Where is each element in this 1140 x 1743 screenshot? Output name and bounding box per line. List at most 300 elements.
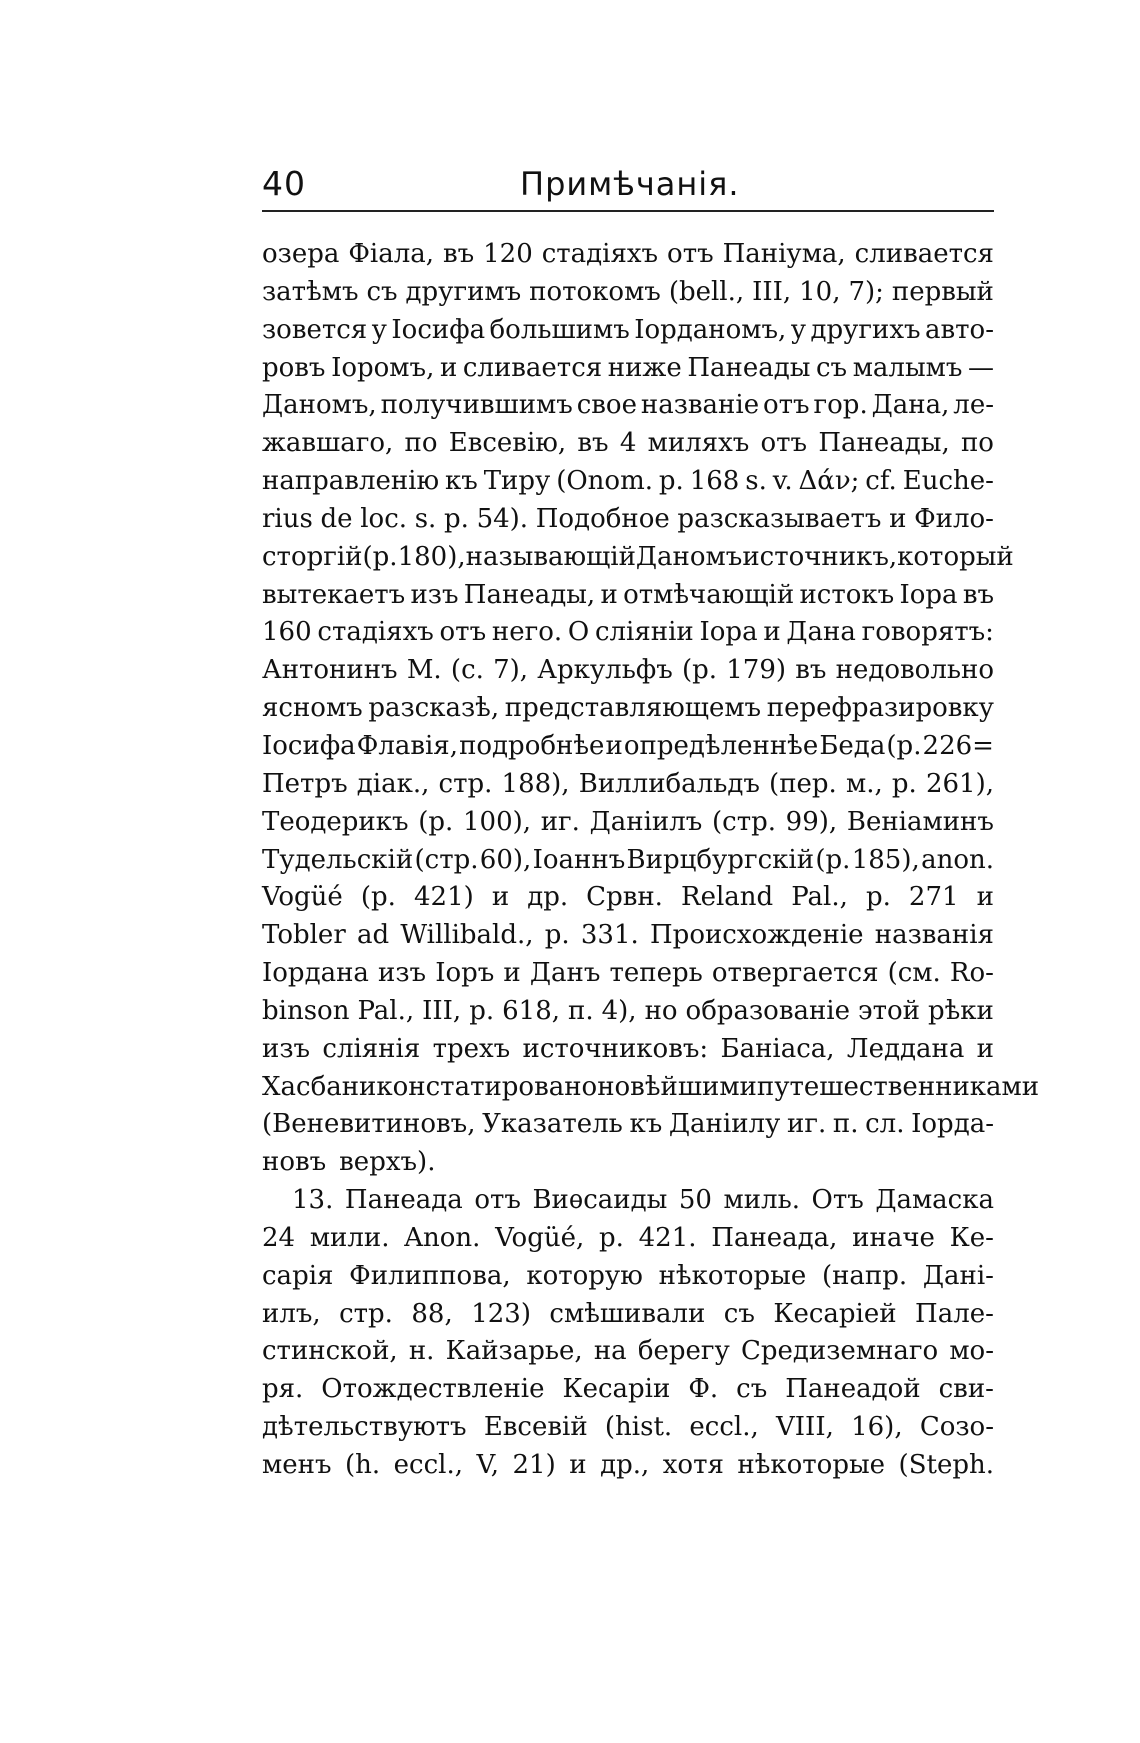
word: но (644, 995, 678, 1026)
word: направленію (262, 466, 440, 497)
word: теперь (609, 958, 703, 989)
word: 226= (922, 730, 994, 761)
word: образованіе (685, 995, 851, 1026)
word: Отождествленіе (321, 1374, 545, 1405)
word: V, (476, 1450, 499, 1480)
text-line (262, 1258, 994, 1296)
word: на (593, 1336, 627, 1367)
word: М. (406, 655, 442, 686)
text-line (262, 1409, 994, 1447)
text-line (262, 917, 994, 955)
word: Даніилъ (589, 806, 703, 837)
text-line (262, 614, 994, 652)
word: опредѣленнѣе (623, 730, 819, 761)
word: 13. (292, 1185, 334, 1216)
word: съ (366, 276, 398, 307)
word: стр. (339, 1298, 393, 1329)
word: s. (414, 503, 437, 534)
word: п. (568, 995, 594, 1026)
word: новъ (262, 1147, 327, 1178)
word: др. (527, 882, 569, 913)
notes-text-body (262, 236, 1040, 1485)
text-line (262, 501, 994, 539)
word: 4), (601, 995, 637, 1026)
word: 261), (925, 768, 994, 799)
text-line (262, 312, 994, 350)
word: Петръ (262, 768, 348, 799)
header-rule (262, 210, 994, 212)
word: Леддана (846, 1033, 965, 1064)
word: Отъ (811, 1185, 864, 1216)
word: названіе (640, 390, 760, 421)
word: Ro- (949, 958, 994, 989)
word: Кесаріи (562, 1374, 671, 1405)
word: ad (356, 920, 390, 951)
word: (стр. (711, 806, 776, 837)
text-line (262, 955, 994, 993)
word: 60), (479, 844, 532, 875)
word: Даніилу (668, 1109, 781, 1140)
word: по (404, 428, 438, 459)
word: нѣкоторые (737, 1450, 886, 1480)
word: сл. (865, 1109, 905, 1140)
word: (p. (815, 844, 851, 875)
word: Euche- (902, 466, 994, 497)
word: (bell., (668, 276, 745, 307)
word: недовольно (835, 655, 994, 686)
word: Виллибальдъ (578, 768, 760, 799)
word: Vogüé (262, 882, 343, 913)
word: p. (865, 882, 891, 913)
word: Tobler (262, 920, 346, 951)
word: получившимъ (380, 390, 573, 421)
word: (Веневитиновъ, (262, 1109, 476, 1140)
word: 54). (476, 503, 529, 534)
word: въ (962, 579, 994, 610)
word: Аркульфъ (537, 655, 673, 686)
word: Беда (819, 730, 886, 761)
word: Даномъ, (262, 390, 377, 421)
word: 185), (851, 844, 920, 875)
word: ря. (262, 1374, 304, 1405)
word: представляющемъ (504, 693, 762, 724)
word: Іордана (262, 958, 369, 989)
word: Даномъ (635, 541, 743, 572)
word: Срвн. (586, 882, 663, 913)
word: отъ (763, 390, 810, 421)
word: (p. (362, 541, 398, 572)
word: (см. (887, 958, 941, 989)
word: верхъ). (339, 1147, 436, 1178)
word: и (976, 1033, 994, 1064)
word: иначе (852, 1222, 935, 1253)
word: др., (600, 1450, 650, 1480)
word: свое (576, 390, 637, 421)
word: отъ (474, 1185, 521, 1216)
word: Евсевій (483, 1412, 588, 1443)
word: Данъ (529, 958, 601, 989)
word: истокъ (799, 579, 895, 610)
word: зовется (262, 314, 368, 345)
word: binson (262, 995, 350, 1026)
word: этой (858, 995, 920, 1026)
running-head-title: Примѣчанія. (520, 165, 740, 203)
text-line (262, 1182, 994, 1220)
word: III, (422, 995, 462, 1026)
text-line (262, 1031, 994, 1069)
word: Δάν; (798, 466, 860, 497)
word: стадіяхъ (317, 617, 434, 648)
word: 188), (501, 768, 570, 799)
word: Тудельскій (262, 844, 414, 875)
word: Кесаріей (773, 1298, 897, 1329)
word: въ (795, 655, 827, 686)
word: Ке- (949, 1222, 994, 1253)
word: Іоръ (435, 958, 495, 989)
word: anon. (921, 844, 994, 875)
text-line (262, 804, 994, 842)
word: Іора (699, 617, 758, 648)
word: Іорданомъ, (634, 314, 787, 345)
word: мо- (949, 1336, 994, 1367)
word: смѣшивали (549, 1298, 706, 1329)
page-number: 40 (262, 164, 306, 203)
word: Reland (681, 882, 774, 913)
word: Веніаминъ (846, 806, 994, 837)
word: Панеада, (711, 1222, 838, 1253)
word: 16), (851, 1412, 903, 1443)
word: Anon. (404, 1222, 481, 1253)
word: которую (526, 1260, 643, 1291)
word: большимъ (489, 314, 630, 345)
word: берегу (637, 1336, 730, 1367)
word: съ (816, 352, 848, 383)
word: Іосифа (262, 730, 356, 761)
word: дѣтельствуютъ (262, 1412, 467, 1443)
word: который (897, 541, 1014, 572)
word: (p. (418, 806, 454, 837)
word: изъ (262, 1033, 311, 1064)
word: отвергается (711, 958, 879, 989)
word: хотя (662, 1450, 724, 1480)
word: путешественниками (756, 1071, 1040, 1102)
word: p. (443, 503, 469, 534)
word: 100), (462, 806, 532, 837)
word: (hist. (604, 1412, 673, 1443)
word: Іоаннъ (532, 844, 626, 875)
word: изъ (378, 958, 427, 989)
word: (p. (886, 730, 922, 761)
word: (Onom. (556, 466, 653, 497)
word: разсказѣ, (368, 693, 500, 724)
word: отъ (760, 428, 808, 459)
word: Pal., (791, 882, 848, 913)
word: ле- (953, 390, 994, 421)
word: 4 (619, 428, 637, 459)
text-line (262, 1447, 994, 1485)
word: и (763, 617, 781, 648)
word: съ (736, 1374, 768, 1405)
word: s. (745, 466, 767, 497)
text-line (262, 539, 1014, 577)
text-line (262, 652, 994, 690)
word: (p. (681, 655, 718, 686)
word: Willibald., (400, 920, 534, 951)
word: новѣйшими (597, 1071, 757, 1102)
word: 179) (726, 655, 787, 686)
word: малымъ (852, 352, 963, 383)
word: сливается (854, 239, 994, 269)
word: п. (832, 1109, 859, 1140)
text-line (262, 387, 994, 425)
word: Іоромъ, (331, 352, 435, 383)
text-line (262, 274, 994, 312)
word: (p. (360, 882, 396, 913)
word: p. (544, 920, 570, 951)
word: 168 (689, 466, 740, 497)
word: Виѳсаиды (532, 1185, 668, 1216)
word: Флавія, (356, 730, 458, 761)
text-line (262, 728, 994, 766)
word: сторгій (262, 541, 363, 572)
word: 10, (799, 276, 841, 307)
word: Тиру (483, 466, 551, 497)
word: сливается (462, 352, 603, 383)
word: Pal., (357, 995, 415, 1026)
text-line (262, 690, 994, 728)
word: 50 (678, 1185, 712, 1216)
word: отъ (439, 617, 487, 648)
word: Баніаса, (720, 1033, 835, 1064)
word: озера (262, 239, 340, 269)
word: разсказываетъ (677, 503, 882, 534)
text-line (262, 766, 994, 804)
text-line (262, 1371, 994, 1409)
word: (с. (450, 655, 484, 686)
word: сліяніи (594, 617, 694, 648)
word: Дана, (871, 390, 950, 421)
word: Іора (899, 579, 958, 610)
word: н. (408, 1336, 435, 1367)
word: ровъ (262, 352, 326, 383)
word: сви- (938, 1374, 994, 1405)
word: иг. (787, 1109, 827, 1140)
word: и (976, 882, 994, 913)
word: Хасбани (262, 1071, 377, 1102)
word: 120 (483, 239, 533, 269)
word: Ф. (688, 1374, 719, 1405)
word: ниже (607, 352, 682, 383)
word: Панеады, (818, 428, 950, 459)
word: v. (772, 466, 793, 497)
text-line (262, 1296, 994, 1334)
word: 123) (471, 1298, 531, 1329)
word: VIII, (776, 1412, 834, 1443)
word: Кайзарье, (445, 1336, 583, 1367)
word: у (371, 314, 387, 345)
word: у (790, 314, 807, 345)
text-line (262, 1106, 994, 1144)
word: cf. (865, 466, 897, 497)
word: (напр. (821, 1260, 908, 1291)
word: діак., (356, 768, 430, 799)
word: Средиземнаго (740, 1336, 939, 1367)
word: сліянія (322, 1033, 421, 1064)
word: и (605, 730, 623, 761)
word: стр. (438, 768, 493, 799)
text-line (262, 1144, 994, 1182)
word: Подобное (535, 503, 670, 534)
word: de (320, 503, 353, 534)
word: 331. (580, 920, 639, 951)
word: другимъ (405, 276, 522, 307)
word: другихъ (810, 314, 921, 345)
word: Созо- (919, 1412, 994, 1443)
word: (пер. (769, 768, 837, 799)
word: къ (445, 466, 478, 497)
word: гор. (813, 390, 868, 421)
word: жавшаго, (262, 428, 394, 459)
word: 7), (493, 655, 529, 686)
word: Панеады, (463, 579, 596, 610)
word: авто- (925, 314, 994, 345)
word: Vogüé, (495, 1222, 585, 1253)
word: Дана (786, 617, 856, 648)
word: и (439, 352, 458, 383)
word: Фіала, (348, 239, 435, 269)
word: рѣки (927, 995, 994, 1026)
word: III, (752, 276, 792, 307)
word: и (503, 958, 521, 989)
word: Панеады (687, 352, 811, 383)
text-line (262, 236, 994, 274)
word: съ (723, 1298, 755, 1329)
word: p. (658, 466, 684, 497)
word: Іосифа (391, 314, 486, 345)
text-line (262, 425, 994, 463)
word: къ (629, 1109, 663, 1140)
word: Фило- (914, 503, 994, 534)
text-line (262, 463, 994, 501)
word: въ (442, 239, 475, 269)
word: Антонинъ (262, 655, 398, 686)
text-line (262, 1069, 1040, 1107)
word: Дамаска (875, 1185, 994, 1216)
word: (стр. (414, 844, 479, 875)
word: подробнѣе (459, 730, 605, 761)
word: въ (577, 428, 609, 459)
word: миляхъ (647, 428, 750, 459)
word: потокомъ (529, 276, 661, 307)
word: отъ (667, 239, 714, 269)
word: и (889, 503, 907, 534)
word: илъ, (262, 1298, 321, 1329)
word: 7); (848, 276, 884, 307)
word: трехъ (432, 1033, 511, 1064)
word: — (968, 352, 994, 383)
word: него. (491, 617, 563, 648)
word: 88, (411, 1298, 453, 1329)
word: 180), (397, 541, 466, 572)
word: О (567, 617, 590, 648)
word: вытекаетъ (262, 579, 406, 610)
word: 271 (908, 882, 959, 913)
word: отмѣчающій (623, 579, 795, 610)
word: (h. (344, 1450, 381, 1480)
word: стинской, (262, 1336, 398, 1367)
word: Панеадой (785, 1374, 921, 1405)
word: источникъ, (742, 541, 898, 572)
word: ясномъ (262, 693, 363, 724)
text-line (262, 350, 994, 388)
word: названія (874, 920, 994, 951)
word: первый (891, 276, 994, 307)
text-line (262, 577, 994, 615)
word: миль. (723, 1185, 800, 1216)
word: мили. (309, 1222, 390, 1253)
word: Теодерикъ (262, 806, 409, 837)
word: Указатель (482, 1109, 623, 1140)
word: 24 (262, 1222, 296, 1253)
word: сарія (262, 1260, 334, 1291)
word: изъ (410, 579, 459, 610)
text-line (262, 842, 994, 880)
word: перефразировку (766, 693, 994, 724)
word: по (960, 428, 994, 459)
word: менъ (262, 1450, 332, 1480)
word: Іорда- (911, 1109, 994, 1140)
word: 99), (785, 806, 838, 837)
word: (Steph. (898, 1450, 994, 1480)
word: loc. (360, 503, 408, 534)
word: 421. (638, 1222, 697, 1253)
word: Пале- (915, 1298, 994, 1329)
word: Панеада (344, 1185, 463, 1216)
word: 21) (512, 1450, 556, 1480)
word: Вирцбургскій (626, 844, 815, 875)
text-line (262, 879, 994, 917)
word: 421) (413, 882, 474, 913)
text-line (262, 1333, 994, 1371)
word: Дані- (922, 1260, 994, 1291)
word: источниковъ: (522, 1033, 709, 1064)
word: p. (891, 768, 917, 799)
word: rius (262, 503, 313, 534)
word: и (600, 579, 618, 610)
word: eccl., (689, 1412, 759, 1443)
word: p. (469, 995, 495, 1026)
word: стадіяхъ (541, 239, 659, 269)
word: м., (845, 768, 883, 799)
word: констатировано (376, 1071, 598, 1102)
word: иг. (540, 806, 580, 837)
word: Филиппова, (349, 1260, 511, 1291)
word: Евсевію, (448, 428, 567, 459)
word: называющій (465, 541, 636, 572)
word: затѣмъ (262, 276, 359, 307)
word: и (491, 882, 510, 913)
word: и (569, 1450, 587, 1480)
word: Паніума, (722, 239, 846, 269)
word: говорятъ: (861, 617, 994, 648)
word: 618, (502, 995, 561, 1026)
word: Происхожденіе (650, 920, 864, 951)
text-line (262, 993, 994, 1031)
text-line (262, 1220, 994, 1258)
word: p. (598, 1222, 624, 1253)
word: нѣкоторые (658, 1260, 807, 1291)
word: eccl., (393, 1450, 463, 1480)
